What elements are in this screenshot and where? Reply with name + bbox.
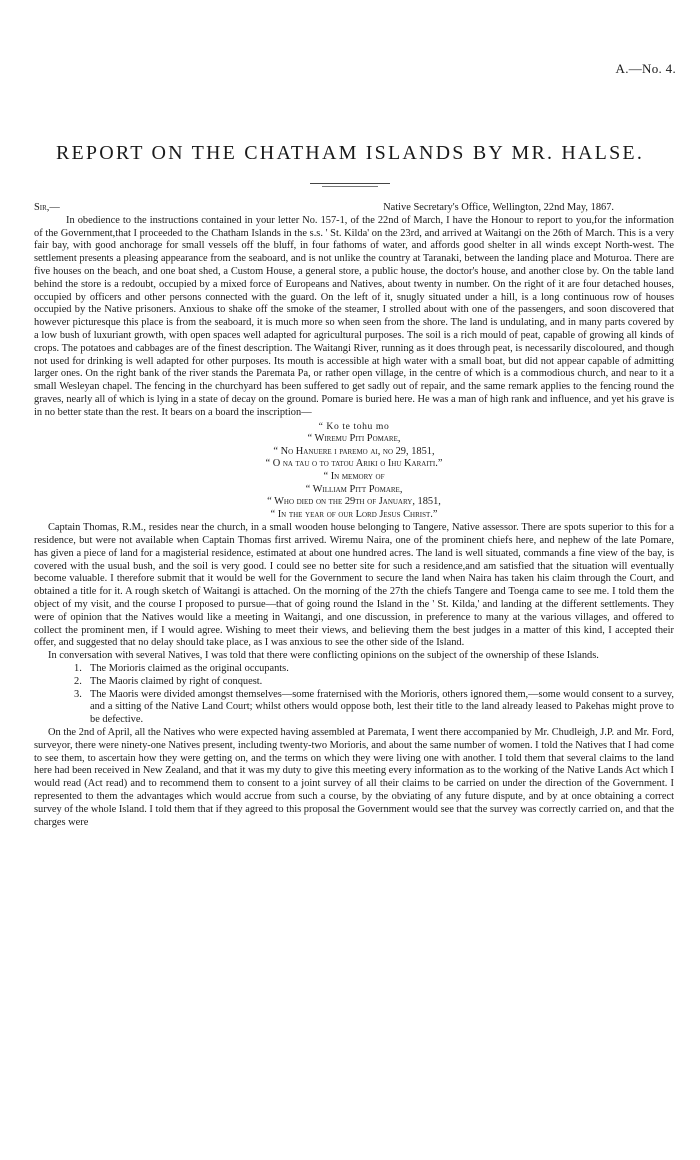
inscription-line: “ Wiremu Piti Pomare, <box>307 433 401 445</box>
list-item <box>74 663 674 676</box>
letter-address: Native Secretary's Office, Wellington, 22nd May, 1867. <box>383 202 614 213</box>
inscription-line: “ O na tau o to tatou Ariki o Ihu Karaiti.” <box>265 458 443 470</box>
list-number: 1. <box>74 663 82 675</box>
letter-heading <box>34 202 674 215</box>
grave-inscription <box>34 421 674 522</box>
salutation: Sir,— <box>34 202 60 213</box>
report-title: REPORT ON THE CHATHAM ISLANDS BY MR. HALSE. <box>55 142 645 164</box>
list-item <box>74 689 674 727</box>
list-item <box>74 676 674 689</box>
paragraph-1: In obedience to the instructions contained in your letter No. 157-1, of the 22nd of March, I have the Honour to report to you,for the information of the Government,that I proceeded to the Chatham Islands in the s.s. ' St. Kilda' on the 23rd, and arrived at Waitangi on the 26th of March. This is a very fair bay, with good anchorage for small vessels off the bluff, in four fathoms of water, and affords good shelter in all winds except North-west. The settlement presents a pleasing appearance from the seaboard, and is not unlike the country at Taranaki, between the landing place and Moturoa. There are five houses on the beach, and one boat shed, a Custom House, a general store, a public house, the doctor's house, and another close by. On the table land behind the store is a redoubt, occupied by a mixed force of Europeans and Natives, about twenty in number. On the right of it are four detached houses, occupied by officers and other persons connected with the guard. On the left of it, snugly situated under a hill, is a long continuous row of houses occupied by the Native prisoners. Anxious to shake off the smoke of the steamer, I strolled about with one of the passengers, and soon discovered that however picturesque this place is from the seaboard, it is much more so when seen from the shore. The land is undulating, and in many parts covered by a low bush of luxuriant growth, with open spaces well adapted for agricultural purposes. The soil is a rich mould of peat, capable of growing all kinds of crops. The potatoes and cabbages are of the finest description. The Waitangi River, running as it does through peat, is necessarily discoloured, and though not used for drinking is well adapted for other purposes. Its mouth is accessible at high water with a small boat, but did not appear capable of admitting larger ones. On the right bank of the river stands the Paremata Pa, or rather open village, in the centre of which is a commodious church, and near to it a small Wesleyan chapel. The fencing in the churchyard has been suffered to get sadly out of repair, and the same remark applies to the fencing round the graves, nearly all of which is lying in a state of decay on the ground. Pomare is buried here. He was a man of high rank and influence, and yet his grave is in no better state than the rest. It bears on a board the inscription— <box>34 214 674 418</box>
ownership-claims-list <box>34 663 674 727</box>
inscription-line: “ No Hanuere i paremo ai, no 29, 1851, <box>273 445 435 457</box>
list-text: The Maoris were divided amongst themselves—some fraternised with the Morioris, others ignored them,—some would consent to a survey, and a sitting of the Native Land Court; whilst others would oppose both, lest their title to the land already leased to Pakehas might prove to be defective. <box>90 688 674 726</box>
title-rule-secondary <box>322 186 378 187</box>
inscription-line: “ Who died on the 29th of January, 1851, <box>267 496 441 508</box>
paragraph-3: In conversation with several Natives, I was told that there were conflicting opinions on the subject of the ownership of these Islands. <box>48 650 599 662</box>
paragraph-4: On the 2nd of April, all the Natives who were expected having assembled at Paremata, I went there accompanied by Mr. Chudleigh, J.P. and Mr. Ford, surveyor, there were ninety-one Natives present, including twenty-two Morioris, and about the same number of women. I told the Natives that I had come to see them, to ascertain how they were getting on, and the terms on which they were living one with another. I told them that several claims to the land here had been received in New Zealand, and that it was my duty to give this meeting every information as to the working of the Native Lands Act which I would read (Act read) and to recommend them to consent to a joint survey of all their claims to be carried on under the direction of the Government. I represented to them the advantages which would accrue from such a course, by the obviating of any future dispute, and by at once obtaining a correct survey of the whole Island. I told them that if they agreed to this proposal the Government would see that the survey was correctly carried on, and that the charges were <box>34 727 674 828</box>
title-rule <box>310 183 390 184</box>
inscription-line: “ In memory of <box>323 470 385 482</box>
page-reference: A.—No. 4. <box>615 61 676 76</box>
report-body <box>34 202 674 829</box>
list-text: The Maoris claimed by right of conquest. <box>90 675 263 687</box>
list-number: 3. <box>74 688 82 700</box>
inscription-line: “ In the year of our Lord Jesus Christ.” <box>270 508 438 520</box>
inscription-line: “ Ko te tohu mo <box>318 420 390 432</box>
paragraph-2: Captain Thomas, R.M., resides near the church, in a small wooden house belonging to Tangere, Native assessor. There are spots superior to this for a residence, but were not available when Captain Thomas first arrived. Wiremu Naira, one of the prominent chiefs here, and nephew of the late Pomare, has given a piece of land for a magisterial residence, estimated at about one hundred acres. The land is well situated, commands a fine view of the bay, is covered with the usual bush, and the soil is very good. I could see no better site for such a residence,and am satisfied that the situation will eventually become valuable. I therefore submit that it would be well for the Government to secure the land when Naira has taken his claim through the Court, and obtained a title for it. A rough sketch of Waitangi is attached. On the morning of the 27th the chiefs Tangere and Toenga came to see me. I told them the object of my visit, and the course I proposed to pursue—that of going round the Island in the ' St. Kilda,' and landing at the different settlements. They were of opinion that the Natives would like a meeting in Waitangi, and one discussion, in preference to many at the various villages, and offered to collect the prominent men, if I would agree. Wishing to meet their views, and believing them the best judges in a matter of this kind, I accepted their offer, and suggested that no delay should take place, as I was anxious to see the other side of the Island. <box>34 522 674 649</box>
list-text: The Morioris claimed as the original occupants. <box>90 663 289 675</box>
inscription-line: “ William Pitt Pomare, <box>305 483 403 495</box>
list-number: 2. <box>74 675 82 687</box>
